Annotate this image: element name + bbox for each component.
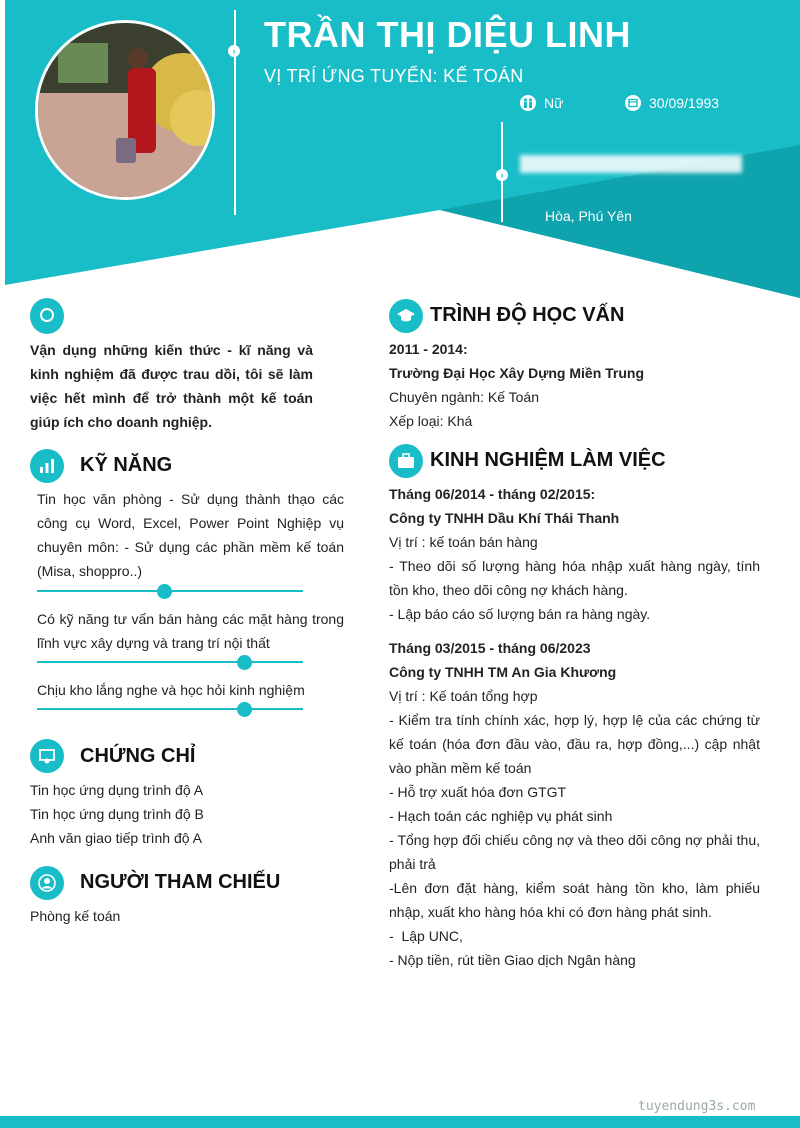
certificate-item: Anh văn giao tiếp trình độ A [30,830,203,846]
job-role: Vị trí : Kế toán tổng hợp [389,688,538,704]
skill-level-bar [37,708,303,710]
certificates-title: CHỨNG CHỈ [80,745,196,767]
skill-level-knob [237,655,252,670]
education-grade: Xếp loại: Khá [389,413,473,429]
job-duty: - Lập báo cáo số lượng bán ra hàng ngày. [389,606,651,622]
skill-item: Tin học văn phòng - Sử dụng thành thạo các công cụ Word, Excel, Power Point Nghiệp vụ chuyên môn: - Sử dụng các phần mềm kế toán (Misa, shoppro..) [37,491,344,579]
gender-row [520,95,563,111]
job-duty: - Hỗ trợ xuất hóa đơn GTGT [389,784,567,800]
footer-bar [0,1116,800,1128]
gender-icon [520,95,536,111]
job-company: Công ty TNHH Dầu Khí Thái Thanh [389,510,620,526]
watermark: tuyendung3s.com [638,1099,756,1114]
person-icon [30,866,64,900]
skill-item: Chịu kho lắng nghe và học hỏi kinh nghiệm [37,682,305,698]
address-redacted [520,155,742,173]
arrow-dot-icon: › [496,169,508,181]
job-duty: -Lên đơn đặt hàng, kiểm soát hàng tồn kho, làm phiếu nhập, xuất kho hàng hóa khi có đơn hàng phát sinh. [389,880,760,920]
reference-text: Phòng kế toán [30,908,121,924]
job-duty: - Lập UNC, [389,928,463,944]
certificate-icon [30,739,64,773]
job-duty: - Kiểm tra tính chính xác, hợp lý, hợp lệ của các chứng từ kế toán (hóa đơn đầu vào, đầu ra, hợp đồng,...) cập nhật vào phần mềm kế toán [389,712,760,776]
job-company: Công ty TNHH TM An Gia Khương [389,664,617,680]
education-period: 2011 - 2014: [389,341,468,357]
skill-level-knob [157,584,172,599]
education-major: Chuyên ngành: Kế Toán [389,389,539,405]
objective-icon [30,298,64,334]
education-title: TRÌNH ĐỘ HỌC VẤN [430,304,625,326]
skill-level-bar [37,661,303,663]
job-period: Tháng 06/2014 - tháng 02/2015: [389,486,596,502]
job-duty: - Theo dõi số lượng hàng hóa nhập xuất hàng ngày, tính tồn kho, theo dõi công nợ khách hàng. [389,558,760,598]
candidate-name: TRẦN THỊ DIỆU LINH [264,14,631,55]
address-partial: Hòa, Phú Yên [545,208,632,224]
certificate-item: Tin học ứng dụng trình độ B [30,806,204,822]
education-school: Trường Đại Học Xây Dựng Miền Trung [389,365,645,381]
references-title: NGƯỜI THAM CHIẾU [80,871,281,893]
header-divider-line [234,10,236,215]
birthdate-row [625,95,719,111]
job-duty: - Hạch toán các nghiệp vụ phát sinh [389,808,613,824]
applied-position: VỊ TRÍ ỨNG TUYỂN: KẾ TOÁN [264,66,524,86]
job-duty: - Tổng hợp đối chiếu công nợ và theo dõi công nợ phải thu, phải trả [389,832,760,872]
arrow-dot-icon: › [228,45,240,57]
briefcase-icon [389,444,423,478]
skill-item: Có kỹ năng tư vấn bán hàng các mặt hàng trong lĩnh vực xây dựng và trang trí nội thất [37,611,344,651]
skill-level-bar [37,590,303,592]
skill-level-knob [237,702,252,717]
objective-text: Vận dụng những kiến thức - kĩ năng và kinh nghiệm đã được trau dồi, tôi sẽ làm việc hết mình để trở thành một kế toán giúp ích cho doanh nghiệp. [30,342,313,430]
chart-icon [30,449,64,483]
calendar-icon [625,95,641,111]
job-duty: - Nộp tiền, rút tiền Giao dịch Ngân hàng [389,952,636,968]
certificate-item: Tin học ứng dụng trình độ A [30,782,204,798]
graduation-cap-icon [389,299,423,333]
job-period: Tháng 03/2015 - tháng 06/2023 [389,640,591,656]
skills-title: KỸ NĂNG [80,454,173,476]
birthdate-value: 30/09/1993 [649,95,720,111]
experience-title: KINH NGHIỆM LÀM VIỆC [430,449,666,471]
job-role: Vị trí : kế toán bán hàng [389,534,538,550]
gender-value: Nữ [544,95,564,111]
avatar [35,20,215,200]
